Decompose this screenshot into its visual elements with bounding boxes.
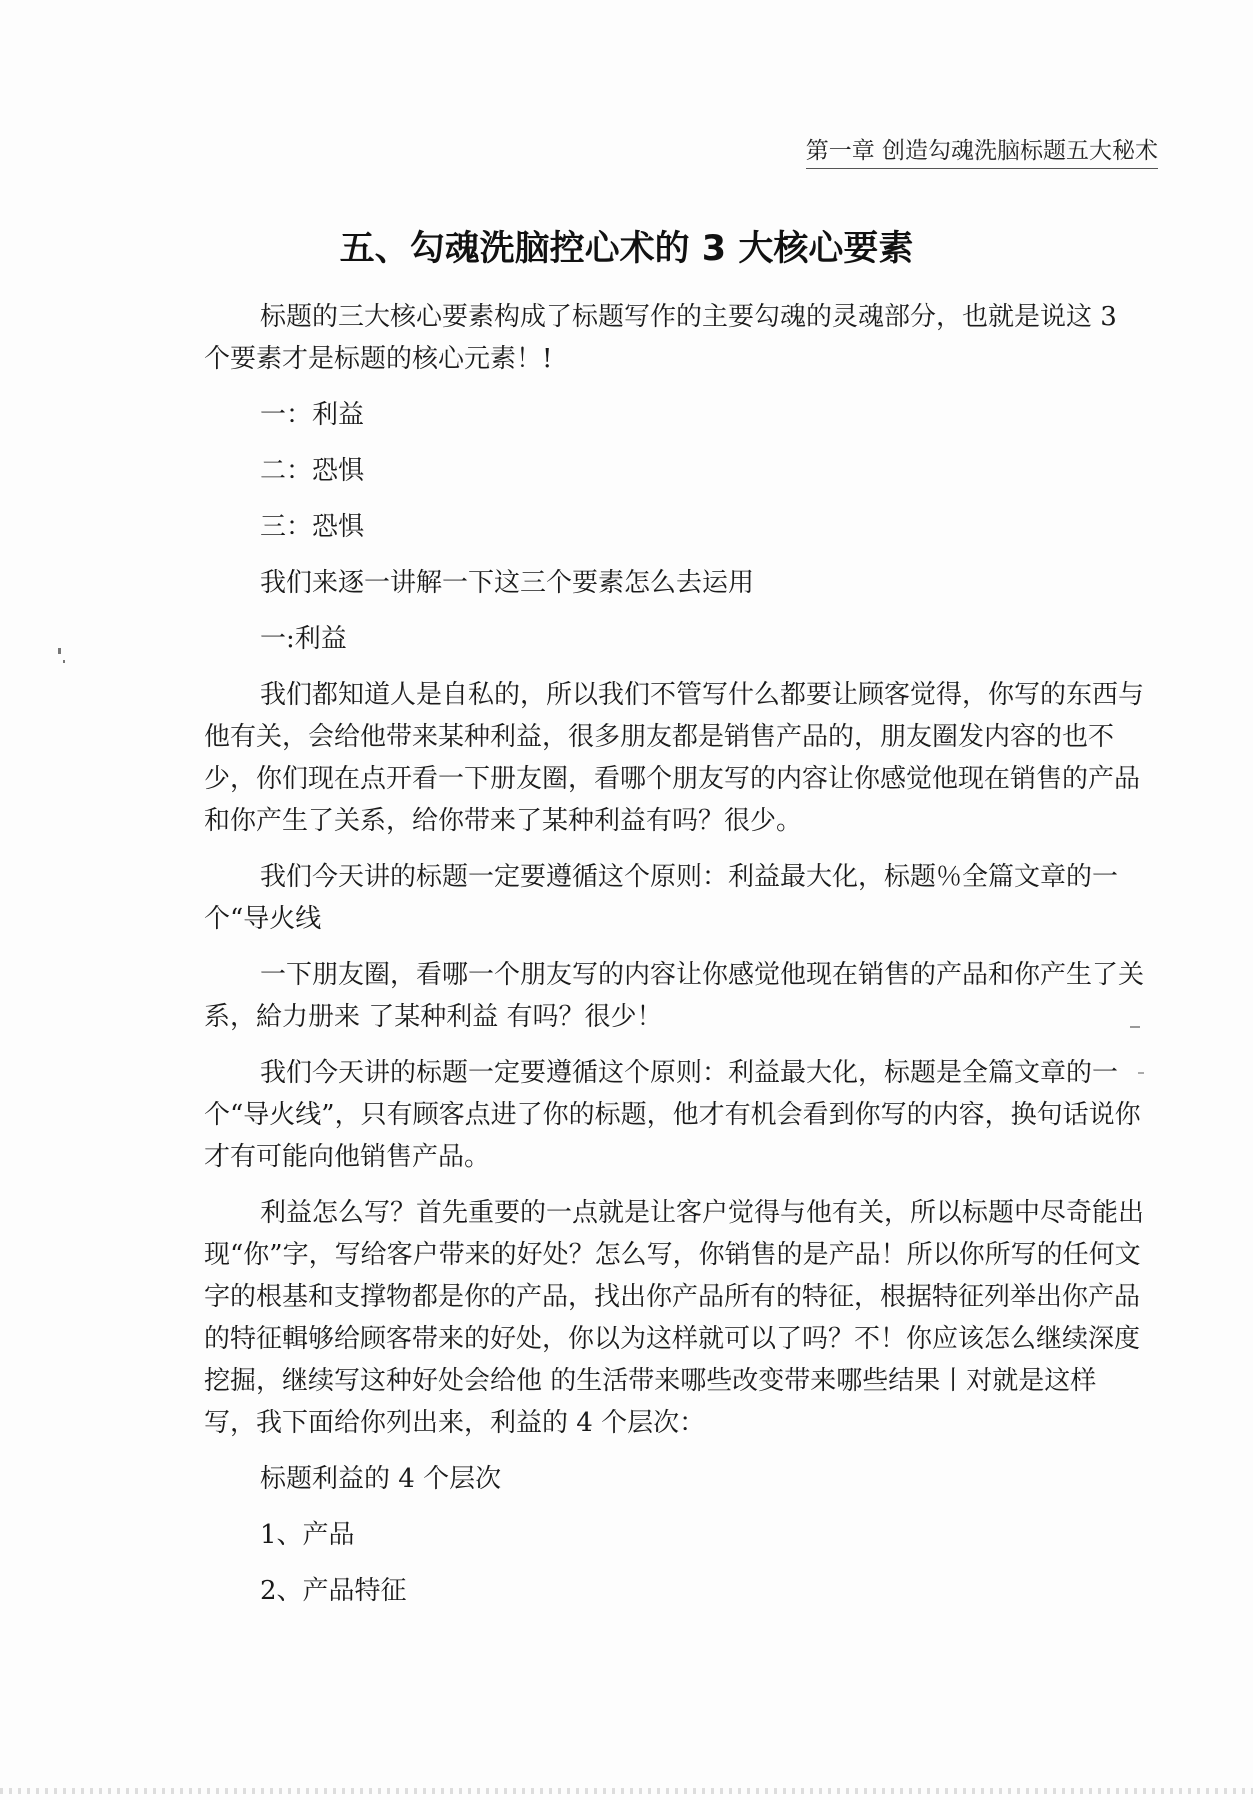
list-item-fear: 二：恐惧 xyxy=(260,456,365,486)
paragraph-selfish: 我们都知道人是自私的，所以我们不管写什么都要让顾客觉得，你写的东西与他有关，会给他带来某种利益，很多朋友都是销售产品的，朋友圈发内容的也不少，你们现在点开看一下册友圈，看哪个朋友写的内容让你感觉他现在销售的产品和你产生了关系，给你带来了某种利益有吗？很少。 xyxy=(204,680,1145,836)
levels-heading: 标题利益的 4 个层次 xyxy=(260,1464,502,1494)
explain-intro: 我们来逐一讲解一下这三个要素怎么去运用 xyxy=(260,568,755,598)
scan-speck xyxy=(1130,1026,1140,1028)
list-item-benefit: 一：利益 xyxy=(260,400,365,430)
list-item-fear-2: 三：恐惧 xyxy=(260,512,365,542)
scan-speck xyxy=(1138,1072,1144,1074)
paragraph-how-to-write: 利益怎么写？首先重要的一点就是让客户觉得与他有关，所以标题中尽奇能出现“你”字，写给客户带来的好处？怎么写，你销售的是产品！所以你所写的任何文字的根基和支撑物都是你的产品，找出你产品所有的特征，根据特征列举出你产品的特征輯够给顾客帯来的好处，你以为这样就可以了吗？不！你应该怎么继续深度挖掘，继续写这种好处会给他 的生活带来哪些改变带来哪些结果丨对就是这样写，我下面给你列出来，利益的 4 个层次： xyxy=(204,1198,1145,1438)
paragraph-moments: 一下朋友圈，看哪一个朋友写的内容让你感觉他现在销售的产品和你产生了关系，給力册来 了某种利益 有吗？很少！ xyxy=(204,960,1145,1032)
level-item-1: 1、产品 xyxy=(260,1520,355,1550)
document-body xyxy=(204,296,1144,1626)
scan-speck xyxy=(58,648,61,654)
paragraph-principle-1: 我们今天讲的标题一定要遵循这个原则：利益最大化，标题％全篇文章的一个“导火线 xyxy=(204,862,1119,934)
section-title: 五、勾魂洗脑控心术的 3 大核心要素 xyxy=(339,229,914,269)
chapter-header: 第一章 创造勾魂洗脑标题五大秘术 xyxy=(806,136,1158,169)
paragraph-principle-2: 我们今天讲的标题一定要遵循这个原则：利益最大化，标题是全篇文章的一个“导火线”，只有顾客点进了你的标题，他才有机会看到你写的内容，换句话说你才有可能向他销售产品。 xyxy=(204,1058,1141,1172)
intro-paragraph: 标题的三大核心要素构成了标题写作的主要勾魂的灵魂部分，也就是说这 3 个要素才是标题的核心元素！! xyxy=(204,302,1117,374)
scan-speck xyxy=(63,660,65,663)
subheading-benefit: 一:利益 xyxy=(260,624,347,654)
scan-edge-noise xyxy=(0,1788,1253,1794)
level-item-2: 2、产品特征 xyxy=(260,1576,407,1606)
